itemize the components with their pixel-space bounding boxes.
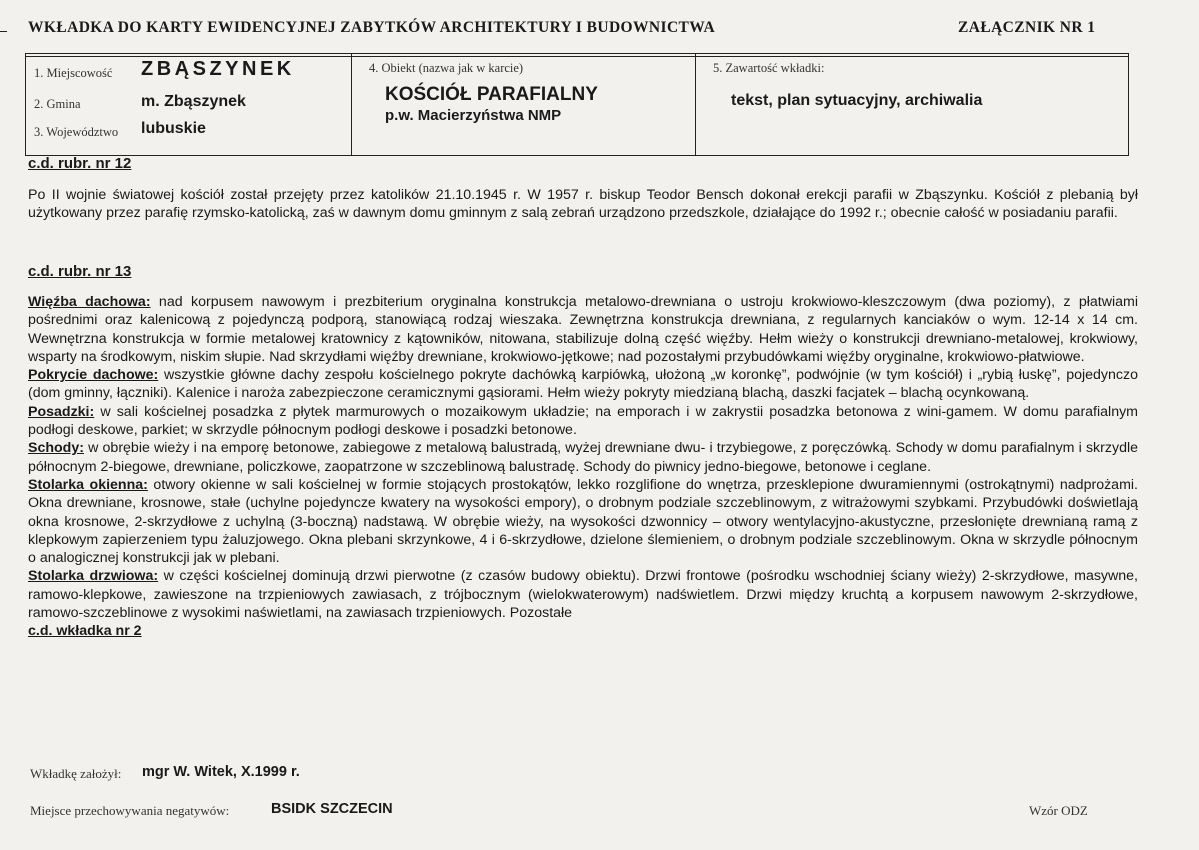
paragraph-doors: [28, 567, 1138, 622]
term-label: Pokrycie dachowe:: [28, 367, 159, 384]
author-value: mgr W. Witek, X.1999 r.: [142, 764, 300, 780]
column-divider: [351, 54, 352, 155]
commune-label: 2. Gmina: [34, 97, 81, 111]
term-label: Posadzki:: [28, 403, 95, 420]
author-label: Wkładkę założył:: [30, 766, 122, 781]
storage-label: Miejsce przechowywania negatywów:: [30, 803, 230, 818]
contents-label: 5. Zawartość wkładki:: [713, 61, 825, 75]
paragraph-roof-truss: [28, 293, 1138, 366]
section-12-paragraph: Po II wojnie światowej kościół został przejęty przez katolików 21.10.1945 r. W 1957 r. biskup Teodor Bensch dokonał erekcji parafii w Zbąszynku. Kościół z plebanią był użytkowany przez parafię rzymsko-katolicką, zaś w dawnym domu gminnym z salą zebrań urządzono przedszkole, działające do 1992 r.; obecnie całość w posiadaniu parafii.: [28, 187, 1138, 222]
term-label: Stolarka okienna:: [28, 476, 148, 493]
paragraph-body: w sali kościelnej posadzka z płytek marmurowych o mozaikowym układzie; na emporach i w zakrystii posadzka betonowa z wini-gamem. W domu parafialnym podłogi deskowe, parkiet; w skrzydle północnym podłogi deskowe i posadzki betonowe.: [28, 403, 1138, 439]
section-13-text: [28, 293, 1138, 641]
locality-value: ZBĄSZYNEK: [141, 58, 295, 80]
margin-tick: [0, 31, 7, 32]
form-title: WKŁADKA DO KARTY EWIDENCYJNEJ ZABYTKÓW ARCHITEKTURY I BUDOWNICTWA: [28, 19, 716, 36]
paragraph-body: nad korpusem nawowym i prezbiterium oryginalna konstrukcja metalowo-drewniana o ustroju krokwiowo-kleszczowym (dwa poziomy), z płatwiami pośrednimi oraz kalenicową z pojedynczą podporą, stanowiącą rodzaj wieszaka. Zewnętrzna konstrukcja drewniana, z regularnych kanciaków o wym. 12-14 x 14 cm. Wewnętrzna konstrukcja w formie metalowej kratownicy z kątowników, nitowana, stabilizuje dolną część więźby. Hełm wieży o konstrukcji drewniano-metalowej, krokwiowy, wsparty na środkowym, niskim słupie. Nad skrzydłami więźby drewniane, krokwiowo-jętkowe; nad pozostałymi przybudówkami więźby oryginalne, krokwiowo-płatwiowe.: [28, 294, 1138, 365]
paragraph-roofing: [28, 366, 1138, 403]
term-label: Stolarka drzwiowa:: [28, 568, 159, 585]
section-12-title: c.d. rubr. nr 12: [28, 155, 132, 172]
column-divider: [695, 54, 696, 155]
section-13-title: c.d. rubr. nr 13: [28, 263, 132, 280]
object-label: 4. Obiekt (nazwa jak w karcie): [369, 61, 524, 75]
storage-value: BSIDK SZCZECIN: [271, 801, 393, 817]
voivodeship-label: 3. Województwo: [34, 125, 119, 139]
appendix-number: ZAŁĄCZNIK NR 1: [958, 19, 1096, 36]
contents-value: tekst, plan sytuacyjny, archiwalia: [731, 92, 983, 109]
paragraph-body: w części kościelnej dominują drzwi pierwotne (z czasów budowy obiektu). Drzwi frontowe (pośrodku wschodniej ściany wieży) 2-skrzydłowe, masywne, ramowo-klepkowe, zawieszone na trzpieniowych zawiasach, z trójbocznym (wielokwaterowym) nadświetlem. Drzwi między kruchtą a korpusem nawowym 2-skrzydłowe, ramowo-szczeblinowe z wysokimi naświetlami, na zawiasach trzpieniowych. Pozostałe: [28, 568, 1138, 622]
locality-label: 1. Miejscowość: [34, 66, 113, 80]
paragraph-body: wszystkie główne dachy zespołu kościelnego pokryte dachówką karpiówką, ułożoną „w koronkę”, podwójnie (w tym kościół) i „rybią łuskę”, pojedynczo (dom gminny, łączniki). Kalenice i naroża zabezpieczone ceramicznymi gąsiorami. Hełm wieży pokryty miedzianą blachą, daszki facjatek – blachą ocynkowaną.: [28, 367, 1138, 402]
paragraph-body: w obrębie wieży i na emporę betonowe, zabiegowe z metalową balustradą, wyżej drewniane dwu- i trzybiegowe, z poręczówką. Schody w domu parafialnym i skrzydle północnym 2-biegowe, drewniane, policzkowe, zaopatrzone w szczeblinową balustradę. Schody do piwnicy jedno-biegowe, betonowe i ceglane.: [28, 440, 1138, 475]
template-code: Wzór ODZ: [1029, 803, 1088, 818]
voivodeship-value: lubuskie: [141, 120, 206, 137]
object-name: KOŚCIÓŁ PARAFIALNY: [385, 84, 598, 105]
object-subname: p.w. Macierzyństwa NMP: [385, 107, 562, 124]
paragraph-floors: [28, 403, 1138, 440]
continuation-note: [28, 622, 1138, 640]
paragraph-windows: [28, 476, 1138, 567]
term-label: Schody:: [28, 440, 84, 457]
term-label: Więźba dachowa:: [28, 294, 151, 310]
continuation-label: c.d. wkładka nr 2: [28, 623, 142, 640]
section-12-text: [28, 186, 1138, 223]
commune-value: m. Zbąszynek: [141, 93, 246, 110]
paragraph-stairs: [28, 439, 1138, 476]
paragraph-body: otwory okienne w sali kościelnej w formie stojących prostokątów, lekko rozglifione do wnętrza, przesklepione dwuramiennymi (ostrokątnymi) nadprożami. Okna drewniane, krosnowe, stałe (uchylne pojedyncze kwatery na wysokości empory), o drobnym podziale szczeblinowym, z witrażowymi szybkami. Przybudówki doświetlają okna krosnowe, 2-skrzydłowe z uchylną (3-boczną) nadstawą. W obrębie wieży, na wysokości dzwonnicy – otwory wentylacyjno-akustyczne, przesłonięte drewnianą ramą z klepkowym zapierzeniem typu żaluzjowego. Okna plebani skrzynkowe, 4 i 6-skrzydłowe, dzielone ślemieniem, o drobnym podziale szczeblinowym. Okna w skrzydle północnym o analogicznej konstrukcji jak w plebani.: [28, 476, 1138, 567]
